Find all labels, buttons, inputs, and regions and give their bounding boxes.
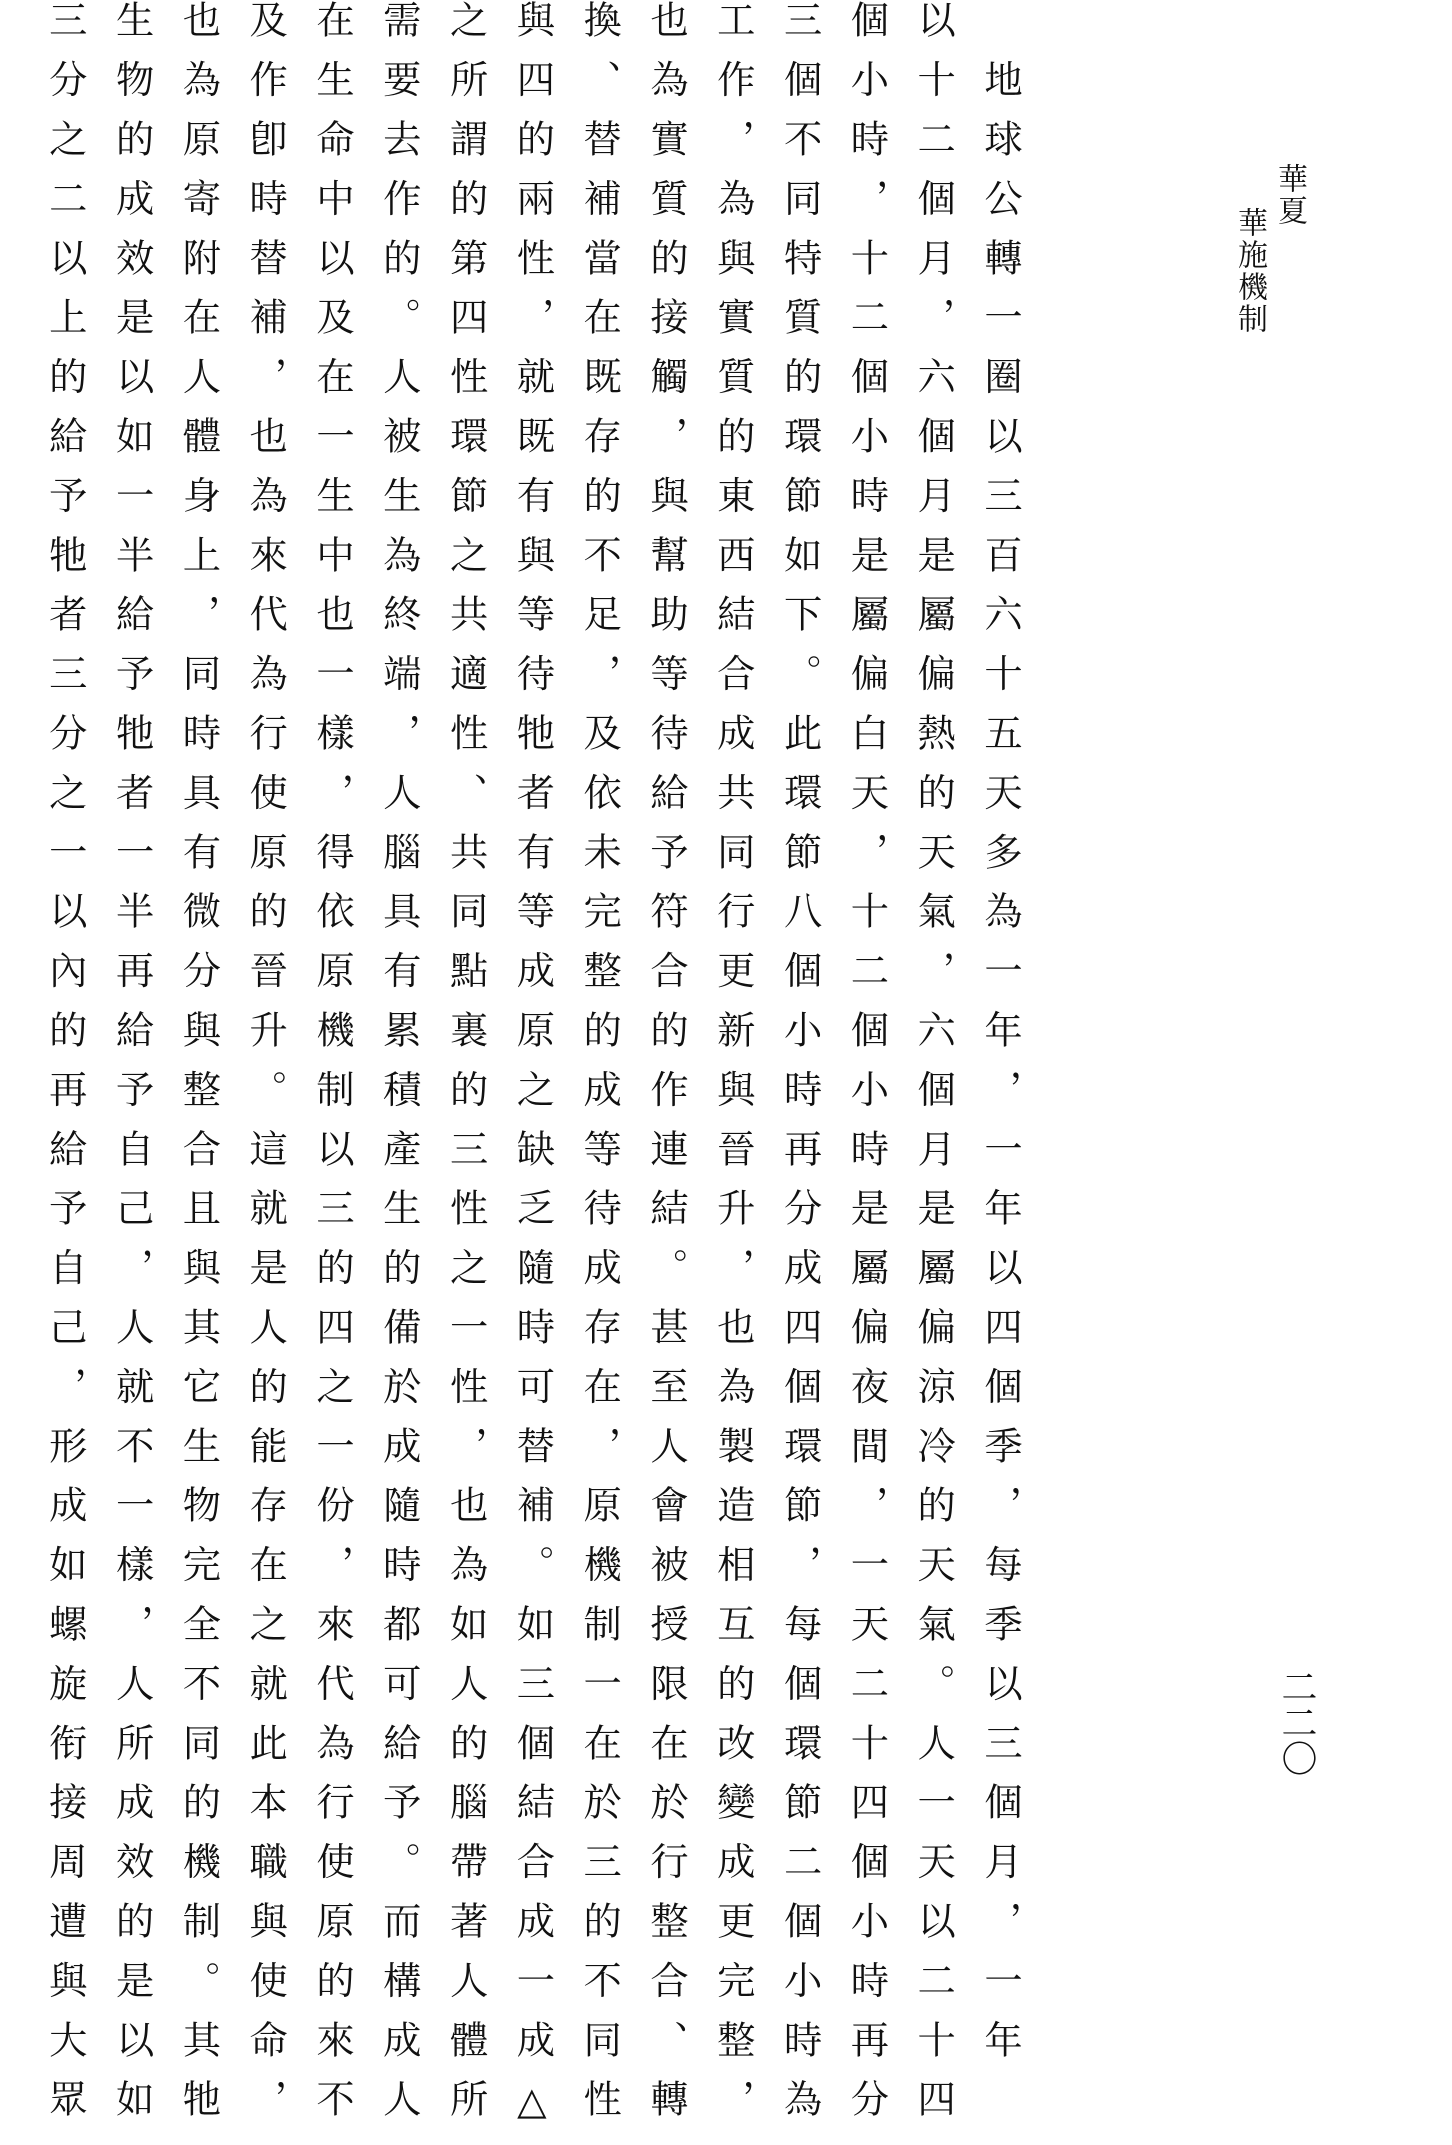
text-column: 與四的兩性，就既有與等待牠者有等成原之缺乏隨時可替補。如三個結合成一成△ [509, 0, 555, 2145]
text-column: 地球公轉一圈以三百六十五天多為一年，一年以四個季，每季以三個月，一年 [977, 0, 1022, 2079]
text-column: 及作卽時替補，也為來代為行使原的晉升。這就是人的能存在之就此本職與使命， [242, 0, 288, 2139]
text-column: 三分之二以上的給予牠者三分之一以內的再給予自己，形成如螺旋衔接周遭與大眾 [41, 0, 87, 2139]
text-column: 也為原寄附在人體身上，同時具有微分與整合且與其它生物完全不同的機制。其牠 [175, 0, 221, 2139]
text-column: 需要去作的。人被生為終端，人腦具有累積產生的備於成隨時都可給予。而構成人 [375, 0, 421, 2139]
header-book-title: 華夏 [1272, 163, 1307, 227]
running-header [1232, 163, 1309, 443]
text-column: 以十二個月，六個月是屬偏熱的天氣，六個月是屬偏涼冷的天氣。人一天以二十四 [910, 0, 956, 2139]
text-column: 換、替補當在既存的不足，及依未完整的成等待成存在，原機制一在於三的不同性 [576, 0, 622, 2139]
text-column: 工作，為與實質的東西結合成共同行更新與晉升，也為製造相互的改變成更完整， [709, 0, 755, 2139]
text-column: 也為實質的接觸，與幫助等待給予符合的作連結。甚至人會被授限在於行整合、轉 [643, 0, 688, 2139]
text-column: 個小時，十二個小時是屬偏白天，十二個小時是屬偏夜間，一天二十四個小時再分 [843, 0, 889, 2139]
page-number: 二二〇 [1276, 1668, 1317, 1776]
header-chapter-title: 華施機制 [1232, 207, 1267, 335]
text-column: 在生命中以及在一生中也一樣，得依原機制以三的四之一份，來代為行使原的來不 [309, 0, 354, 2139]
text-column: 三個不同特質的環節如下。此環節八個小時再分成四個環節，每個環節二個小時為 [776, 0, 822, 2139]
text-column: 之所謂的第四性環節之共適性、共同點裏的三性之一性，也為如人的腦帶著人體所 [442, 0, 488, 2139]
text-column: 生物的成效是以如一半給予牠者一半再給予自己，人就不一樣，人所成效的是以如 [108, 0, 154, 2139]
